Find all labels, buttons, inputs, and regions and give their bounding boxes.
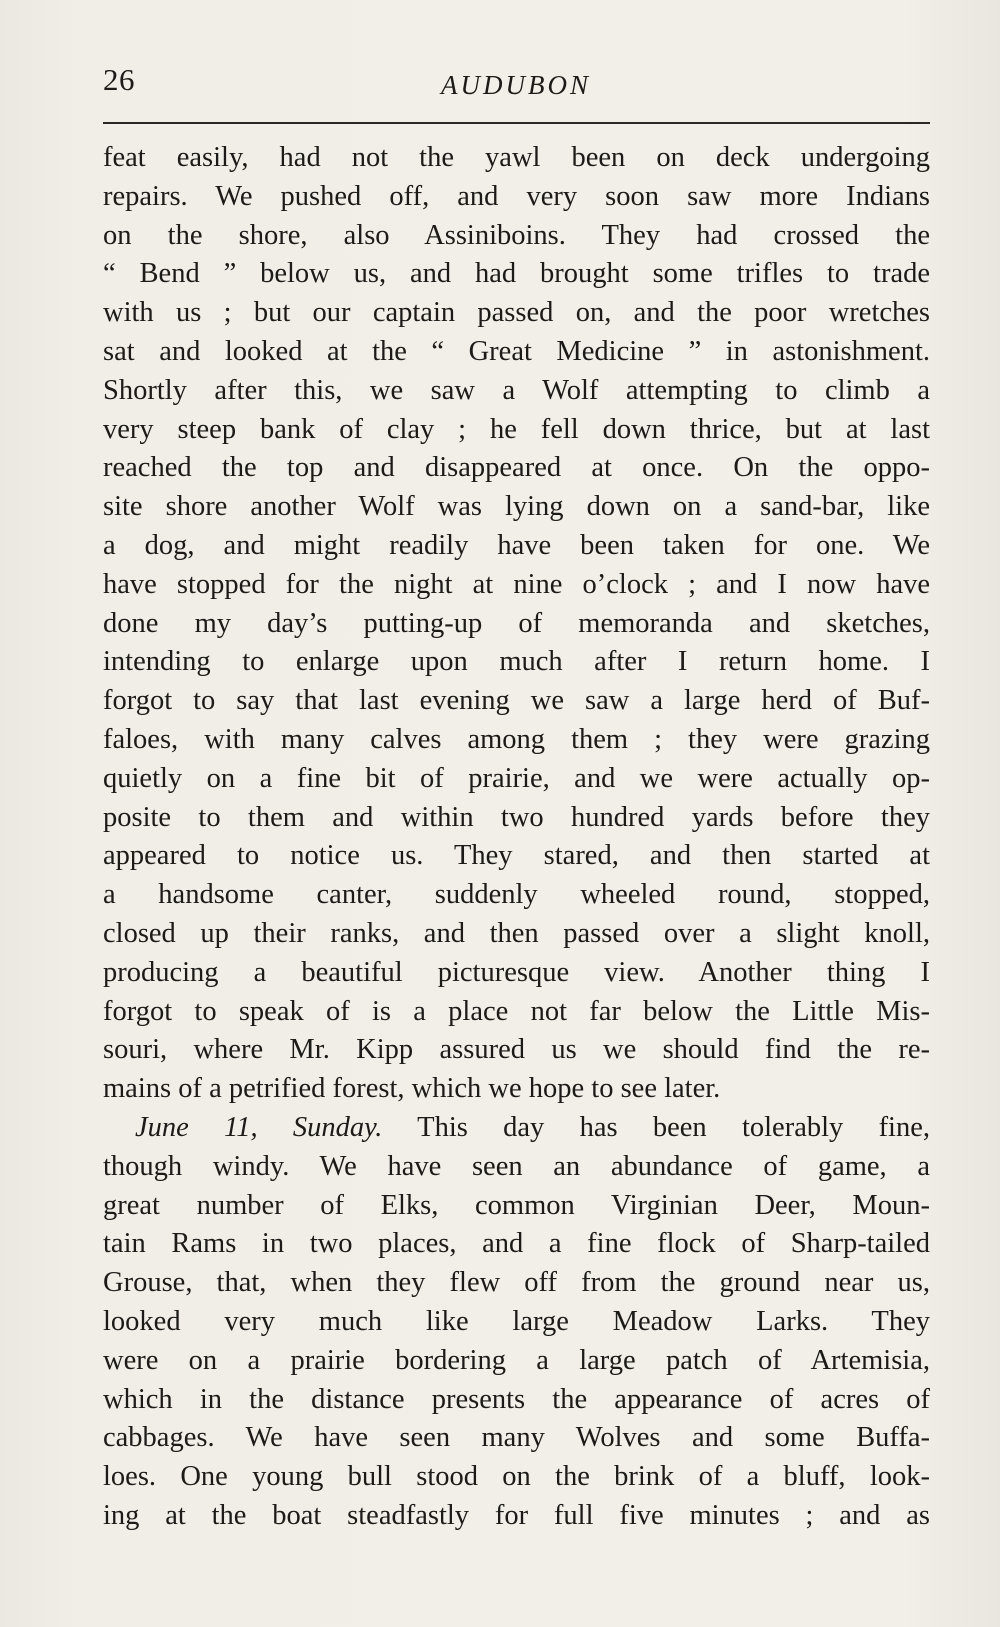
text-line: with us ; but our captain passed on, and the poor wretches: [103, 297, 930, 329]
text-line: forgot to speak of is a place not far below the Little Mis-: [103, 995, 930, 1027]
text-line: on the shore, also Assiniboins. They had crossed the: [103, 219, 930, 251]
text-line: closed up their ranks, and then passed over a slight knoll,: [103, 917, 930, 949]
text-line: forgot to say that last evening we saw a large herd of Buf-: [103, 685, 930, 717]
page-number: 26: [103, 62, 135, 97]
text-line: done my day’s putting-up of memoranda and sketches,: [103, 607, 930, 639]
page-header: [103, 62, 929, 110]
text-line: a handsome canter, suddenly wheeled round, stopped,: [103, 879, 930, 911]
text-line: a dog, and might readily have been taken for one. We: [103, 529, 930, 561]
text-line: Shortly after this, we saw a Wolf attempting to climb a: [103, 374, 930, 406]
header-rule: [103, 122, 930, 124]
text-line: reached the top and disappeared at once. On the oppo-: [103, 452, 930, 484]
text-line: ing at the boat steadfastly for full five minutes ; and as: [103, 1499, 930, 1531]
entry-first-line-text: This day has been tolerably fine,: [382, 1111, 931, 1143]
text-line: appeared to notice us. They stared, and then started at: [103, 840, 930, 872]
text-line: producing a beautiful picturesque view. Another thing I: [103, 956, 930, 988]
text-line: have stopped for the night at nine o’clock ; and I now have: [103, 568, 930, 600]
entry-date: June 11, Sunday.: [135, 1111, 383, 1143]
text-line: “ Bend ” below us, and had brought some trifles to trade: [103, 258, 930, 290]
text-line: feat easily, had not the yawl been on deck undergoing: [103, 142, 930, 173]
text-line: loes. One young bull stood on the brink of a bluff, look-: [103, 1461, 930, 1493]
text-line: sat and looked at the “ Great Medicine ” in astonishment.: [103, 335, 930, 367]
text-line: though windy. We have seen an abundance of game, a: [103, 1150, 930, 1182]
text-line: very steep bank of clay ; he fell down thrice, but at last: [103, 413, 930, 445]
text-line: looked very much like large Meadow Larks. They: [103, 1305, 930, 1337]
body-text: [103, 139, 930, 1536]
text-line: which in the distance presents the appearance of acres of: [103, 1383, 930, 1415]
text-line: were on a prairie bordering a large patch of Artemisia,: [103, 1344, 930, 1376]
text-line: souri, where Mr. Kipp assured us we should find the re-: [103, 1034, 930, 1066]
text-line: cabbages. We have seen many Wolves and some Buffa-: [103, 1422, 930, 1454]
paragraph-end-line: mains of a petrified forest, which we hope to see later.: [103, 1073, 721, 1105]
text-line: faloes, with many calves among them ; they were grazing: [103, 723, 930, 755]
entry-heading-line: [103, 1109, 930, 1148]
running-title: AUDUBON: [441, 70, 591, 100]
text-line: repairs. We pushed off, and very soon saw more Indians: [103, 180, 930, 212]
text-line: Grouse, that, when they flew off from the ground near us,: [103, 1267, 930, 1299]
text-line: quietly on a fine bit of prairie, and we were actually op-: [103, 762, 930, 794]
text-line: posite to them and within two hundred yards before they: [103, 801, 930, 833]
text-line: site shore another Wolf was lying down on a sand-bar, like: [103, 491, 930, 523]
text-line: tain Rams in two places, and a fine flock of Sharp-tailed: [103, 1228, 930, 1260]
text-line: intending to enlarge upon much after I return home. I: [103, 646, 930, 678]
text-line: great number of Elks, common Virginian Deer, Moun-: [103, 1189, 930, 1221]
